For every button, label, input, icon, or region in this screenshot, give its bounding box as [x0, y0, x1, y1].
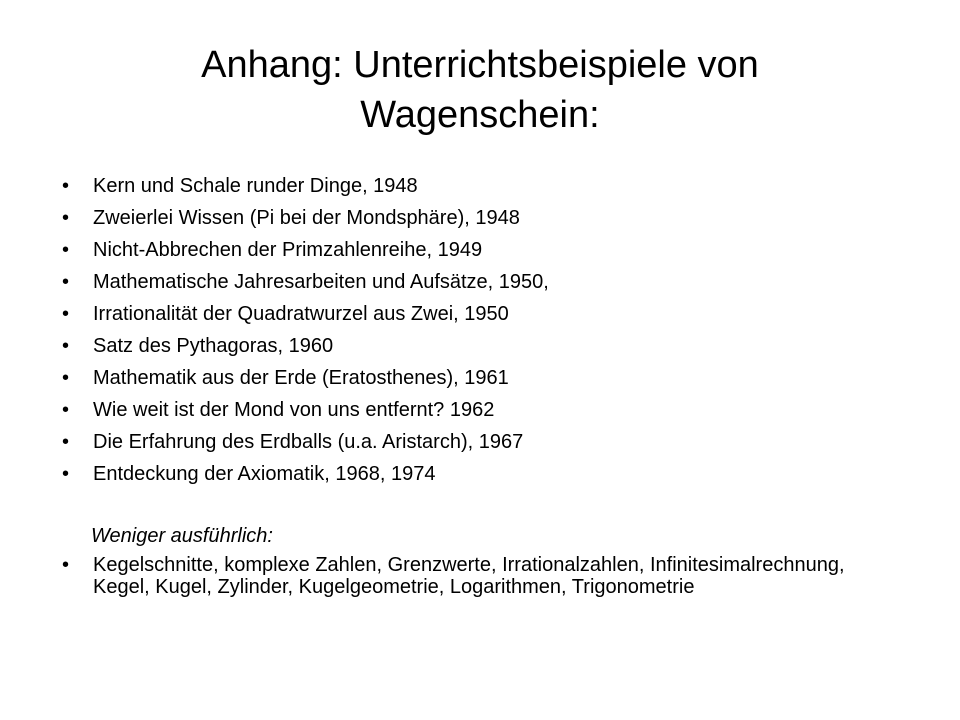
- list-item: [62, 426, 882, 458]
- list-item: [62, 394, 882, 426]
- bullet-icon: •: [62, 271, 70, 293]
- slide-title-line-2: Wagenschein:: [360, 94, 600, 136]
- list-item-text: Kegelschnitte, komplexe Zahlen, Grenzwerte, Irrationalzahlen, Infinitesimalrechnung, Kegel, Kugel, Zylinder, Kugelgeometrie, Logarithmen, Trigonometrie: [93, 554, 845, 598]
- list-item: [62, 234, 882, 266]
- slide-title-line-1: Anhang: Unterrichtsbeispiele von: [201, 44, 759, 86]
- bullet-icon: •: [62, 399, 70, 421]
- bullet-icon: •: [62, 335, 70, 357]
- bullet-list: [62, 170, 882, 490]
- bullet-icon: •: [62, 463, 70, 485]
- secondary-list: [62, 550, 882, 598]
- bullet-icon: •: [62, 207, 70, 229]
- list-item-text: Wie weit ist der Mond von uns entfernt? 1962: [93, 399, 495, 421]
- list-item-text: Irrationalität der Quadratwurzel aus Zwei, 1950: [93, 303, 509, 325]
- list-item-text: Mathematische Jahresarbeiten und Aufsätze, 1950,: [93, 271, 549, 293]
- bullet-icon: •: [62, 554, 70, 576]
- list-item-text: Zweierlei Wissen (Pi bei der Mondsphäre), 1948: [93, 207, 520, 229]
- list-item: [62, 170, 882, 202]
- bullet-icon: •: [62, 303, 70, 325]
- bullet-icon: •: [62, 239, 70, 261]
- list-item: [62, 266, 882, 298]
- list-item-text: Nicht-Abbrechen der Primzahlenreihe, 1949: [93, 239, 483, 261]
- list-item-text: Die Erfahrung des Erdballs (u.a. Aristarch), 1967: [93, 431, 524, 453]
- bullet-icon: •: [62, 431, 70, 453]
- list-item: [62, 202, 882, 234]
- list-item: [62, 362, 882, 394]
- list-item: [62, 298, 882, 330]
- list-item-text: Mathematik aus der Erde (Eratosthenes), 1961: [93, 367, 509, 389]
- list-item-text: Entdeckung der Axiomatik, 1968, 1974: [93, 463, 436, 485]
- bullet-icon: •: [62, 175, 70, 197]
- list-item-text: Kern und Schale runder Dinge, 1948: [93, 175, 418, 197]
- list-item: [62, 458, 882, 490]
- secondary-heading: Weniger ausführlich:: [91, 525, 273, 547]
- slide-title: [80, 40, 880, 140]
- list-item-text: Satz des Pythagoras, 1960: [93, 335, 334, 357]
- list-item: [62, 550, 882, 598]
- bullet-icon: •: [62, 367, 70, 389]
- list-item: [62, 330, 882, 362]
